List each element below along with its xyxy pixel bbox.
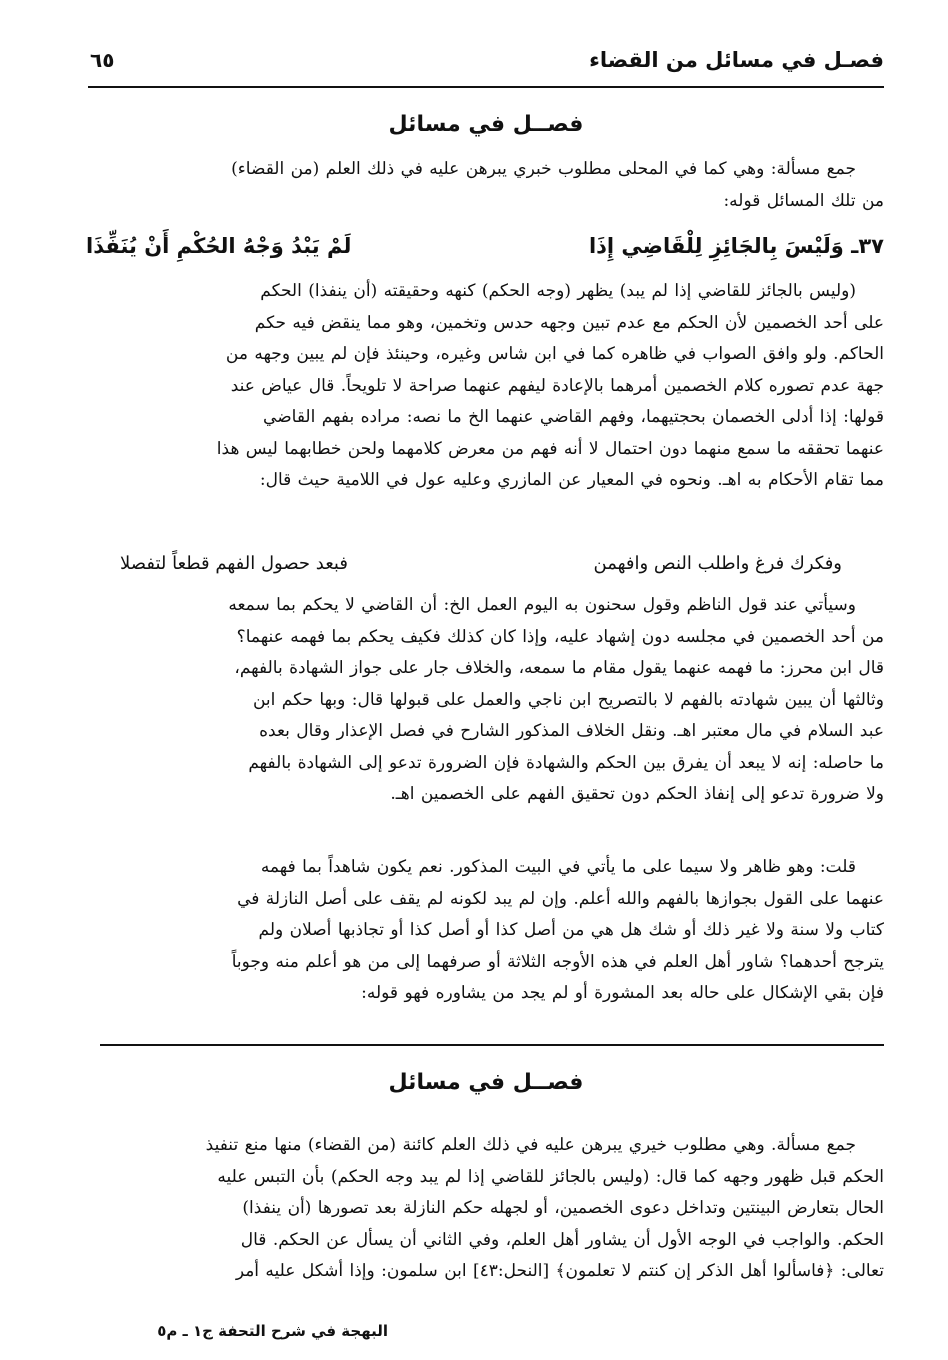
footer-signature: البهجة في شرح التحفة ج١ ـ م٥ <box>157 1322 388 1340</box>
verse-first-hemistich: ٣٧ـ وَلَيْسَ بِالجَائِزِ لِلْقَاضِي إِذَا <box>588 234 884 258</box>
text-line: الحكم. والواجب في الوجه الأول أن يشاور أهل العلم، وفي الثاني أن يسأل عن الحكم. قال <box>240 1229 884 1250</box>
section-1-commentary <box>86 276 884 497</box>
verse-second-hemistich: لَمْ يَبْدُ وَجْهُ الحُكْمِ أَنْ يُنَفِّذَا <box>86 234 352 258</box>
section-1-title: فصــل في مسائل <box>388 112 584 137</box>
text-line: الحال بتعارض البينتين وتداخل دعوى الخصمين، أو لجهله حكم النازلة بعد تصورها (أن ينفذا) <box>242 1198 884 1218</box>
section-1-intro <box>86 154 884 217</box>
text-line: مما تقام الأحكام به اهـ. ونحوه في المعيار عن المازري وعليه عول في اللامية حيث قال: <box>259 470 884 490</box>
section-1-continuation <box>86 590 884 811</box>
section-2-body <box>86 1130 884 1288</box>
text-line: الحاكم. ولو وافق الصواب في ظاهره كما في ابن شاس وغيره، وحينئذ فإن لم يبين وجهه من <box>225 344 884 364</box>
text-line: من أحد الخصمين في مجلسه دون إشهاد عليه، وإذا كان كذلك فكيف يحكم بما فهمه عنهما؟ <box>236 626 884 647</box>
text-line: جمع مسألة: وهي كما في المحلى مطلوب خبري يبرهن عليه في ذلك العلم (من القضاء) <box>231 159 856 179</box>
poem-first-hemistich: وفكرك فرغ واطلب النص وافهمن <box>593 552 842 574</box>
text-line: قال ابن محرز: ما فهمه عنهما يقول مقام ما سمعه، والخلاف جار على جواز الشهادة بالفهم، <box>234 658 884 678</box>
text-line: جمع مسألة. وهي مطلوب خيري يبرهن عليه في ذلك العلم كائنة (من القضاء) منها منع تنفيذ <box>205 1135 856 1155</box>
text-line: عنهما تحققه ما سمع منهما دون احتمال لا أنه فهم من معرض كلامهما ولحن خطابهما ليس هذا <box>216 438 884 459</box>
verse-37 <box>86 228 884 264</box>
text-line: قولها: إذا أدلى الخصمان بحجتيهما، وفهم القاضي عنهما الخ ما نصه: مراده بفهم القاضي <box>263 407 884 427</box>
running-title: فصـل في مسائل من القضاء <box>589 48 884 72</box>
text-line: قلت: وهو ظاهر ولا سيما على ما يأتي في البيت المذكور. نعم يكون شاهداً بما فهمه <box>260 857 856 877</box>
page-header <box>90 40 884 80</box>
section-divider <box>100 1044 884 1046</box>
section-1-qult <box>86 852 884 1010</box>
text-line: تعالى: ﴿فاسألوا أهل الذكر إن كنتم لا تعلمون﴾ [النحل:٤٣] ابن سلمون: وإذا أشكل عليه أمر <box>235 1261 884 1281</box>
text-line: جهة عدم تصوره كلام الخصمين أمرهما بالإعادة ليفهم عنهما صراحة لا تلويحاً. قال عياض عند <box>230 375 884 396</box>
text-line: كتاب ولا سنة ولا غير ذلك أو شك هل هي من أصل كذا أو أصل كذا أو تجاذبها أصلان ولم <box>258 920 884 940</box>
text-line: وسيأتي عند قول الناظم وقول سحنون به اليوم العمل الخ: أن القاضي لا يحكم بما سمعه <box>228 595 856 615</box>
text-line: فإن بقي الإشكال على حاله بعد المشورة أو لم يجد من يشاوره فهو قوله: <box>361 983 884 1003</box>
text-line: الحكم قبل ظهور وجهه كما قال: (وليس بالجائز للقاضي إذا لم يبد وجه الحكم) بأن التبس عليه <box>217 1166 884 1187</box>
text-line: ما حاصله: إنه لا يبعد أن يفرق بين الحكم والشهادة فإن الضرورة تدعو إلى الشهادة بالفهم <box>248 752 884 773</box>
text-line: على أحد الخصمين لأن الحكم مع عدم تبين وجهه حدس وتخمين، وهو مما ينقض فيه حكم <box>254 312 884 333</box>
text-line: يترجح أحدهما؟ شاور أهل العلم في هذه الأوجه الثلاثة أو صرفهما إلى من هو أعلم منه وجوباً <box>231 951 884 972</box>
text-line: (وليس بالجائز للقاضي إذا لم يبد) يظهر (وجه الحكم) كنهه وحقيقته (أن ينفذا) الحكم <box>260 281 856 301</box>
text-line: من تلك المسائل قوله: <box>723 190 884 211</box>
text-line: وثالثها أن يبين شهادته بالفهم لا بالتصريح ابن ناجي والعمل على قبولها قال: وبها حكم ابن <box>252 689 884 710</box>
text-line: عنهما على القول بجوازها بالفهم والله أعلم. وإن لم يبد لكونه لم يقف على أصل النازلة في <box>237 888 884 909</box>
page-number: ٦٥ <box>90 48 115 72</box>
poem-second-hemistich: فبعد حصول الفهم قطعاً لتفصلا <box>120 552 348 574</box>
text-line: ولا ضرورة تدعو إلى إنفاذ الحكم دون تحقيق الفهم على الخصمين اهـ. <box>390 784 884 804</box>
header-rule <box>88 86 884 88</box>
quoted-poem-line <box>120 546 842 580</box>
text-line: عبد السلام في مال معتبر اهـ. ونقل الخلاف المذكور الشارح في فصل الإعذار وقال بعده <box>259 721 884 741</box>
section-2-title: فصــل في مسائل <box>388 1070 584 1095</box>
